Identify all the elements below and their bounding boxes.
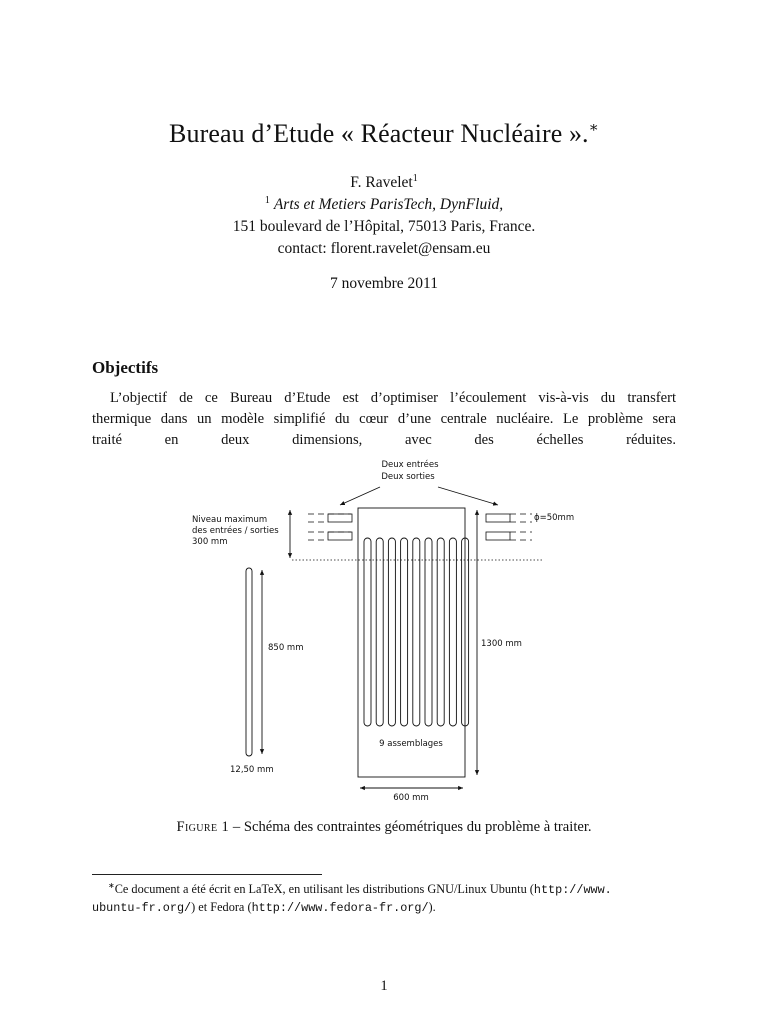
caption-label: Figure 1 [176, 819, 230, 835]
fuel-assemblies [364, 538, 469, 726]
rod-length-label: 850 mm [268, 643, 304, 653]
author-name: F. Ravelet [350, 174, 413, 191]
contact-line[interactable]: contact: florent.ravelet@ensam.eu [277, 240, 491, 257]
address-line: 151 boulevard de l’Hôpital, 75013 Paris, France. [232, 218, 536, 235]
diameter-label: ϕ=50mm [534, 513, 575, 523]
footnote [92, 877, 676, 917]
fuel-assembly-rod [388, 538, 395, 726]
footnote-line1 [92, 877, 676, 899]
footnote-url-ubuntu-part2[interactable]: ubuntu-fr.org/ [92, 901, 192, 915]
paper-title [0, 118, 768, 149]
reactor-schematic-figure [180, 452, 580, 812]
fuel-assembly-rod [449, 538, 456, 726]
rod-width-label: 12,50 mm [230, 765, 274, 775]
footnote-text-1: Ce document a été écrit en LaTeX, en utilisant les distributions GNU/Linux Ubuntu ( [114, 882, 534, 896]
figure-caption [0, 819, 768, 836]
footnote-url-fedora[interactable]: http://www.fedora-fr.org/ [251, 901, 429, 915]
footnote-url-ubuntu-part1[interactable]: http://www. [533, 883, 612, 897]
section-paragraph [92, 388, 676, 451]
affiliation-mark: 1 [264, 195, 270, 206]
section-heading: Objectifs [92, 358, 159, 377]
affiliation-line [0, 195, 768, 214]
caption-separator: – [229, 819, 244, 835]
paragraph-line: thermique dans un modèle simplifié du cœur d’une centrale nucléaire. Le problème sera [92, 411, 676, 427]
left-pipes [308, 514, 352, 540]
caption-text: Schéma des contraintes géométriques du problème à traiter. [243, 819, 592, 835]
fuel-assembly-rod [376, 538, 383, 726]
title-footnote-mark[interactable]: ∗ [588, 120, 599, 136]
inlet-arrow-left [340, 487, 380, 505]
fuel-assembly-rod [401, 538, 408, 726]
fuel-assembly-rod [413, 538, 420, 726]
footnote-rule [92, 874, 322, 875]
max-level-line3: 300 mm [192, 537, 228, 547]
fuel-assembly-rod [425, 538, 432, 726]
author-affiliation-mark: 1 [412, 173, 418, 184]
date-line: 7 novembre 2011 [330, 275, 438, 292]
affiliation-text: Arts et Metiers ParisTech, DynFluid, [273, 196, 504, 213]
height-label: 1300 mm [481, 639, 522, 649]
footnote-mark: ∗ [108, 881, 115, 890]
single-rod-detail [246, 568, 252, 756]
fuel-assembly-rod [364, 538, 371, 726]
paragraph-line: traité en deux dimensions, avec des échelles réduites. [92, 432, 676, 448]
inlets-label-line1: Deux entrées [381, 460, 439, 470]
inlets-label-line2: Deux sorties [381, 472, 435, 482]
paragraph-line: L’objectif de ce Bureau d’Etude est d’optimiser l’écoulement vis-à-vis du transfert [110, 390, 676, 406]
footnote-text-3: ). [428, 900, 436, 914]
page-number: 1 [380, 978, 388, 994]
max-level-line1: Niveau maximum [192, 515, 268, 525]
right-pipes [486, 514, 532, 540]
footnote-line2 [92, 899, 676, 917]
footnote-text-2: ) et Fedora ( [191, 900, 252, 914]
assemblies-label: 9 assemblages [379, 739, 443, 749]
max-level-line2: des entrées / sorties [192, 526, 279, 536]
inlet-arrow-right [438, 487, 498, 505]
author-line [0, 173, 768, 192]
width-label: 600 mm [393, 793, 429, 803]
fuel-assembly-rod [437, 538, 444, 726]
title-text: Bureau d’Etude « Réacteur Nucléaire ». [169, 119, 589, 148]
